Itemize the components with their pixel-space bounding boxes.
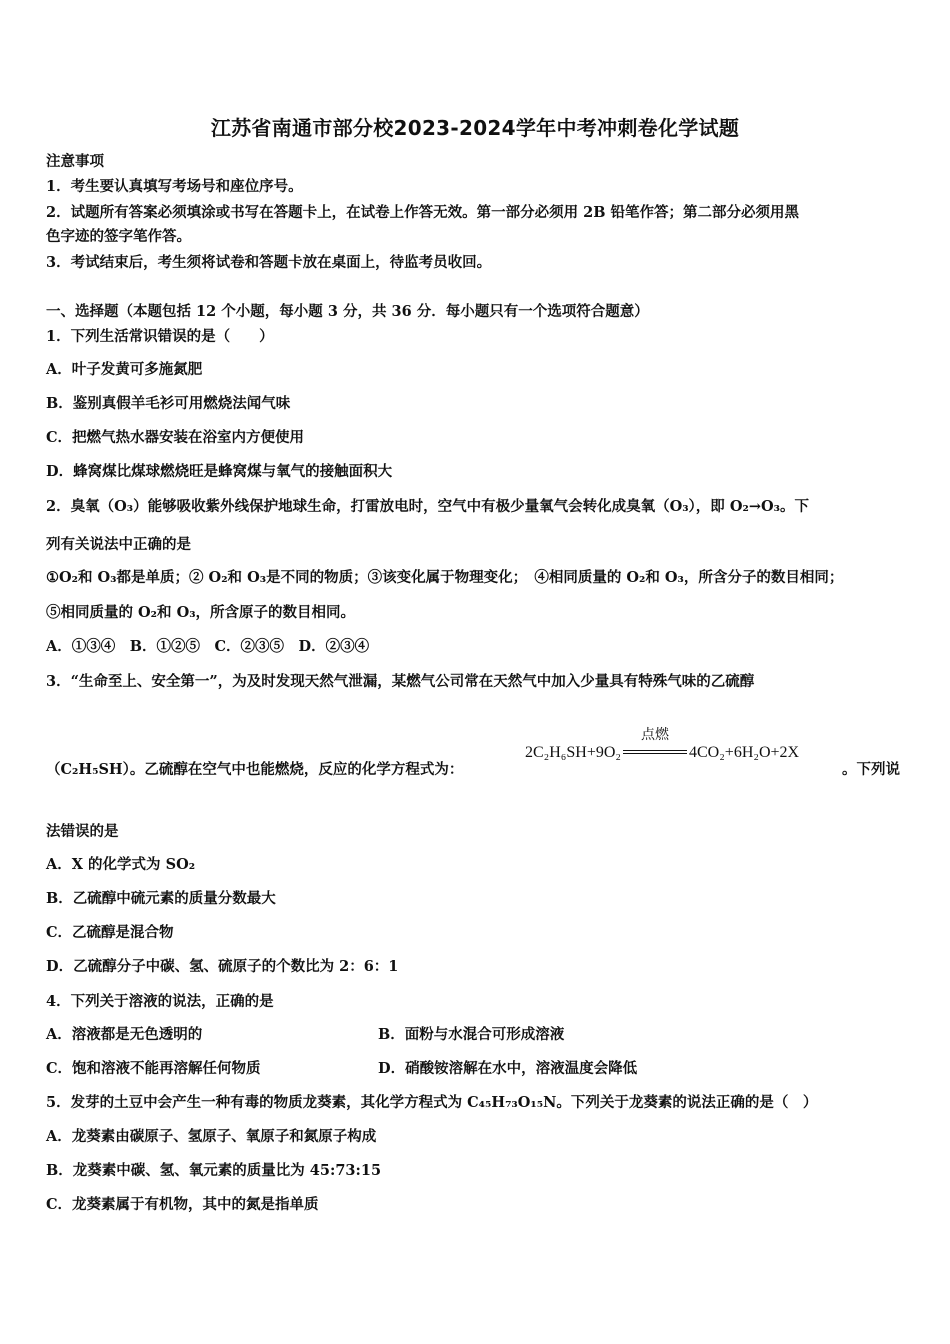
q3-option-b: B．乙硫醇中硫元素的质量分数最大 <box>46 890 276 907</box>
reaction-arrow <box>623 728 687 760</box>
q1-option-a: A．叶子发黄可多施氮肥 <box>46 361 203 378</box>
q3-stem-b-post: 。下列说 <box>842 761 900 778</box>
q4-stem: 4．下列关于溶液的说法，正确的是 <box>46 993 274 1010</box>
q2-stem-a: 2．臭氧（O₃）能够吸收紫外线保护地球生命，打雷放电时，空气中有极少量氧气会转化成臭氧（O₃），即 O₂→O₃。下 <box>46 498 809 515</box>
equation-left: 2C₂H₆SH+9O₂ <box>525 744 621 761</box>
q5-option-b: B．龙葵素中碳、氢、氧元素的质量比为 45:73:15 <box>46 1162 382 1179</box>
q1-option-c: C．把燃气热水器安装在浴室内方便使用 <box>46 429 305 446</box>
q5-option-c: C．龙葵素属于有机物，其中的氮是指单质 <box>46 1196 319 1213</box>
q4-option-d: D．硝酸铵溶解在水中，溶液温度会降低 <box>378 1060 638 1077</box>
notice-item-2a: 2．试题所有答案必须填涂或书写在答题卡上，在试卷上作答无效。第一部分必须用 2B 铅笔作答；第二部分必须用黑 <box>46 204 800 221</box>
q3-stem-b: （C₂H₅SH）。乙硫醇在空气中也能燃烧，反应的化学方程式为： <box>46 761 464 778</box>
q5-option-a: A．龙葵素由碳原子、氢原子、氧原子和氮原子构成 <box>46 1128 377 1145</box>
q1-option-b: B．鉴别真假羊毛衫可用燃烧法闻气味 <box>46 395 291 412</box>
q1-stem: 1．下列生活常识错误的是（ ） <box>46 328 274 345</box>
q1-option-d: D．蜂窝煤比煤球燃烧旺是蜂窝煤与氧气的接触面积大 <box>46 463 393 480</box>
page-title: 江苏省南通市部分校2023-2024学年中考冲刺卷化学试题 <box>210 116 740 140</box>
chemical-equation <box>525 728 800 762</box>
q5-stem: 5．发芽的土豆中会产生一种有毒的物质龙葵素，其化学方程式为 C₄₅H₇₃O₁₅N。下列关于龙葵素的说法正确的是（ ） <box>46 1094 818 1111</box>
section-heading: 一、选择题（本题包括 12 个小题，每小题 3 分，共 36 分．每小题只有一个选项符合题意） <box>46 303 649 320</box>
notice-heading: 注意事项 <box>46 153 104 170</box>
q2-stem-b: 列有关说法中正确的是 <box>46 536 191 553</box>
q3-option-d: D．乙硫醇分子中碳、氢、硫原子的个数比为 2：6：1 <box>46 958 399 975</box>
q4-option-a: A．溶液都是无色透明的 <box>46 1026 203 1043</box>
equation-right: 4CO₂+6H₂O+2X <box>689 744 800 761</box>
notice-item-1: 1．考生要认真填写考场号和座位序号。 <box>46 178 303 195</box>
q2-statements-2: ⑤相同质量的 O₂和 O₃，所含原子的数目相同。 <box>46 604 356 621</box>
q4-option-c: C．饱和溶液不能再溶解任何物质 <box>46 1060 261 1077</box>
notice-item-3: 3．考试结束后，考生须将试卷和答题卡放在桌面上，待监考员收回。 <box>46 254 492 271</box>
q2-statements-1: ①O₂和 O₃都是单质；② O₂和 O₃是不同的物质；③该变化属于物理变化； ④相同质量的 O₂和 O₃，所含分子的数目相同； <box>46 569 844 586</box>
q3-stem-c: 法错误的是 <box>46 823 119 840</box>
q3-stem-a: 3．“生命至上、安全第一”，为及时发现天然气泄漏，某燃气公司常在天然气中加入少量具有特殊气味的乙硫醇 <box>46 673 755 690</box>
notice-item-2b: 色字迹的签字笔作答。 <box>46 228 191 245</box>
q4-option-b: B．面粉与水混合可形成溶液 <box>378 1026 565 1043</box>
reaction-condition: 点燃 <box>641 728 669 744</box>
q2-options: A．①③④ B．①②⑤ C．②③⑤ D．②③④ <box>46 638 370 655</box>
q3-option-a: A．X 的化学式为 SO₂ <box>46 856 196 873</box>
q3-option-c: C．乙硫醇是混合物 <box>46 924 174 941</box>
